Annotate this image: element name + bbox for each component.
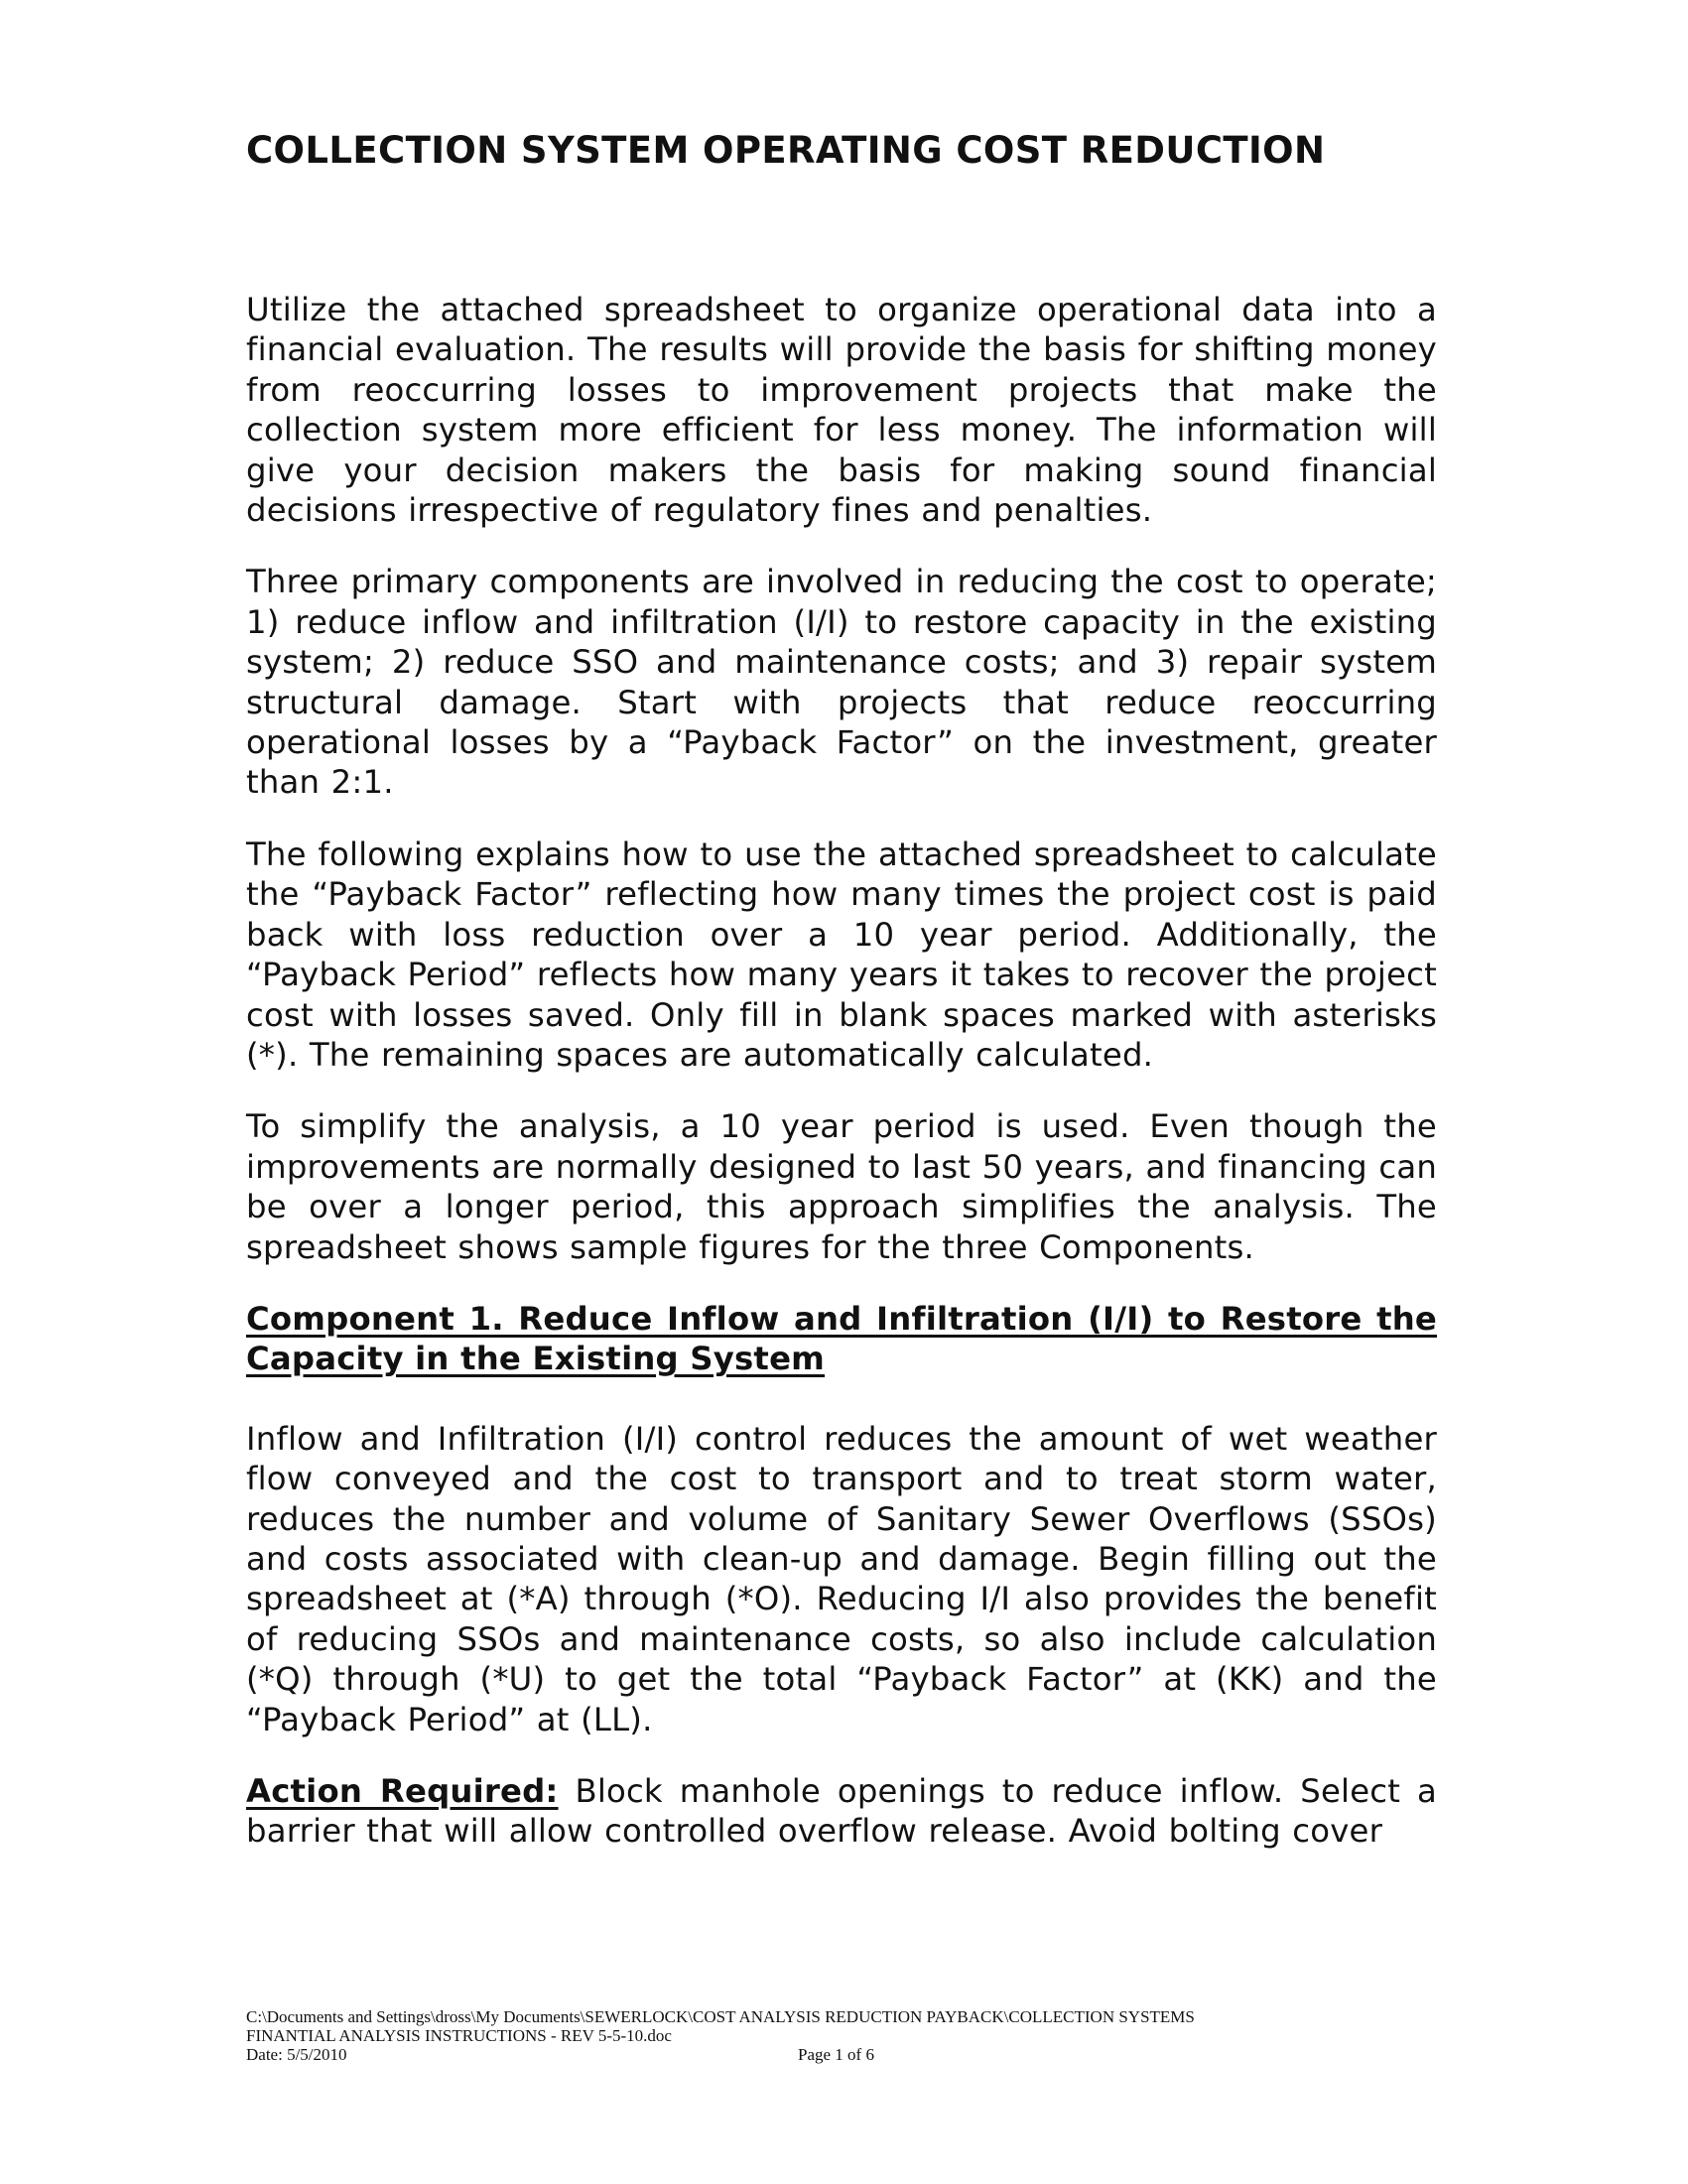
page-body <box>246 127 1437 1852</box>
action-required-paragraph <box>246 1771 1437 1852</box>
footer-file-path-line-1: C:\Documents and Settings\dross\My Documents\SEWERLOCK\COST ANALYSIS REDUCTION PAYBACK\COLLECTION SYSTEMS <box>246 2007 1195 2026</box>
footer-page-number: Page 1 of 6 <box>798 2045 874 2064</box>
paragraph-components: Three primary components are involved in reducing the cost to operate; 1) reduce inflow and infiltration (I/I) to restore capacity in the existing system; 2) reduce SSO and maintenance costs; and 3) repair system structural damage. Start with projects that reduce reoccurring operational losses by a “Payback Factor” on the investment, greater than 2:1. <box>246 563 1437 802</box>
paragraph-simplify: To simplify the analysis, a 10 year period is used. Even though the improvements are normally designed to last 50 years, and financing can be over a longer period, this approach simplifies the analysis. The spreadsheet shows sample figures for the three Components. <box>246 1107 1437 1266</box>
footer-date: Date: 5/5/2010 <box>246 2045 347 2064</box>
page-footer <box>246 2007 1437 2064</box>
component-1-paragraph: Inflow and Infiltration (I/I) control reduces the amount of wet weather flow conveyed and the cost to transport and to treat storm water, reduces the number and volume of Sanitary Sewer Overflows (SSOs) and costs associated with clean-up and damage. Begin filling out the spreadsheet at (*A) through (*O). Reducing I/I also provides the benefit of reducing SSOs and maintenance costs, so also include calculation (*Q) through (*U) to get the total “Payback Factor” at (KK) and the “Payback Period” at (LL). <box>246 1419 1437 1738</box>
footer-date-row <box>246 2045 1437 2064</box>
component-1-heading: Component 1. Reduce Inflow and Infiltration (I/I) to Restore the Capacity in the Existing System <box>246 1299 1437 1378</box>
paragraph-intro: Utilize the attached spreadsheet to organize operational data into a financial evaluation. The results will provide the basis for shifting money from reoccurring losses to improvement projects that make the collection system more efficient for less money. The information will give your decision makers the basis for making sound financial decisions irrespective of regulatory fines and penalties. <box>246 291 1437 530</box>
paragraph-spreadsheet-usage: The following explains how to use the attached spreadsheet to calculate the “Payback Factor” reflecting how many times the project cost is paid back with loss reduction over a 10 year period. Additionally, the “Payback Period” reflects how many years it takes to recover the project cost with losses saved. Only fill in blank spaces marked with asterisks (*). The remaining spaces are automatically calculated. <box>246 835 1437 1074</box>
footer-file-path-line-2: FINANTIAL ANALYSIS INSTRUCTIONS - REV 5-5-10.doc <box>246 2026 672 2045</box>
action-required-text: Block manhole openings to reduce inflow. Select a barrier that will allow controlled overflow release. Avoid bolting cover <box>246 1772 1437 1851</box>
document-title: COLLECTION SYSTEM OPERATING COST REDUCTION <box>246 129 1326 172</box>
action-required-label: Action Required: <box>246 1772 559 1810</box>
